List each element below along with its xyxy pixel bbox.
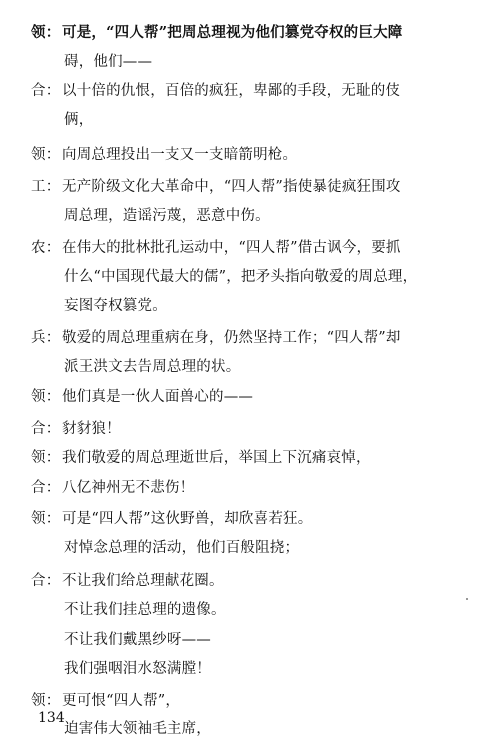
speaker-label: 领： (31, 389, 61, 405)
speaker-label: 合： (31, 83, 61, 99)
speaker-label: 合： (31, 421, 61, 437)
line-text: 周总理，造谣污蔑，恶意中伤。 (64, 208, 270, 224)
line-text: 在伟大的批林批孔运动中，“四人帮”借古讽今，要抓 (62, 240, 401, 256)
speaker-label: 合： (31, 480, 61, 496)
speaker-label: 领： (31, 24, 61, 41)
script-line (64, 660, 211, 678)
script-line (31, 388, 253, 406)
line-text: 向周总理投出一支又一支暗箭明枪。 (62, 147, 298, 163)
script-line (31, 82, 400, 100)
script-line (64, 268, 417, 286)
speaker-label: 农： (31, 240, 61, 256)
line-text: 迫害伟大领袖毛主席， (64, 721, 211, 737)
script-line (31, 692, 180, 710)
script-line (64, 53, 152, 71)
line-text: 什么“中国现代最大的儒”，把矛头指向敬爱的周总理， (64, 269, 418, 285)
line-text: 对悼念总理的活动，他们百般阻挠； (64, 540, 300, 556)
line-text: 派王洪文去告周总理的状。 (64, 359, 241, 375)
speaker-label: 领： (31, 147, 61, 163)
speaker-label: 领： (31, 450, 61, 466)
line-text: 他们真是一伙人面兽心的—— (62, 389, 254, 405)
line-text: 我们强咽泪水怒满膛！ (64, 661, 211, 677)
line-text: 以十倍的仇恨，百倍的疯狂，卑鄙的手段，无耻的伎 (62, 83, 401, 99)
script-line (31, 239, 401, 257)
script-line (31, 329, 401, 347)
speaker-label: 领： (31, 511, 61, 527)
line-text: 碍，他们—— (64, 54, 153, 70)
speaker-label: 工： (31, 179, 61, 195)
script-line (31, 420, 121, 438)
script-line (64, 601, 226, 619)
page-number: 134 (38, 710, 65, 726)
line-text: 无产阶级文化大革命中，“四人帮”指使暴徒疯狂围攻 (62, 179, 401, 195)
script-line (64, 111, 93, 129)
script-line (64, 297, 167, 315)
script-line (64, 358, 240, 376)
script-line (31, 146, 297, 164)
script-line (64, 207, 270, 225)
script-line (31, 178, 401, 196)
script-line (31, 572, 224, 590)
line-text: 敬爱的周总理重病在身，仍然坚持工作；“四人帮”却 (62, 330, 401, 346)
line-text: 不让我们戴黑纱呀—— (64, 632, 211, 648)
line-text: 豺豺狼！ (62, 421, 121, 437)
script-line (64, 539, 299, 557)
script-line (31, 510, 312, 528)
script-line (64, 720, 211, 738)
script-line (31, 24, 402, 42)
line-text: 八亿神州无不悲伤！ (62, 480, 195, 496)
speaker-label: 兵： (31, 330, 61, 346)
line-text: 更可恨“四人帮”， (62, 693, 181, 709)
speaker-label: 领： (31, 693, 61, 709)
line-text: 不让我们挂总理的遗像。 (64, 602, 226, 618)
script-line (31, 479, 194, 497)
speaker-label: 合： (31, 573, 61, 589)
line-text: 不让我们给总理献花圈。 (62, 573, 224, 589)
script-line (64, 631, 211, 649)
line-text: 可是“四人帮”这伙野兽，却欣喜若狂。 (62, 511, 313, 527)
line-text: 我们敬爱的周总理逝世后，举国上下沉痛哀悼， (62, 450, 371, 466)
script-line (31, 449, 371, 467)
line-text: 可是，“四人帮”把周总理视为他们篡党夺权的巨大障 (62, 24, 403, 41)
line-text: 妄图夺权篡党。 (64, 298, 167, 314)
scan-speck (466, 598, 468, 600)
line-text: 俩， (64, 112, 94, 128)
